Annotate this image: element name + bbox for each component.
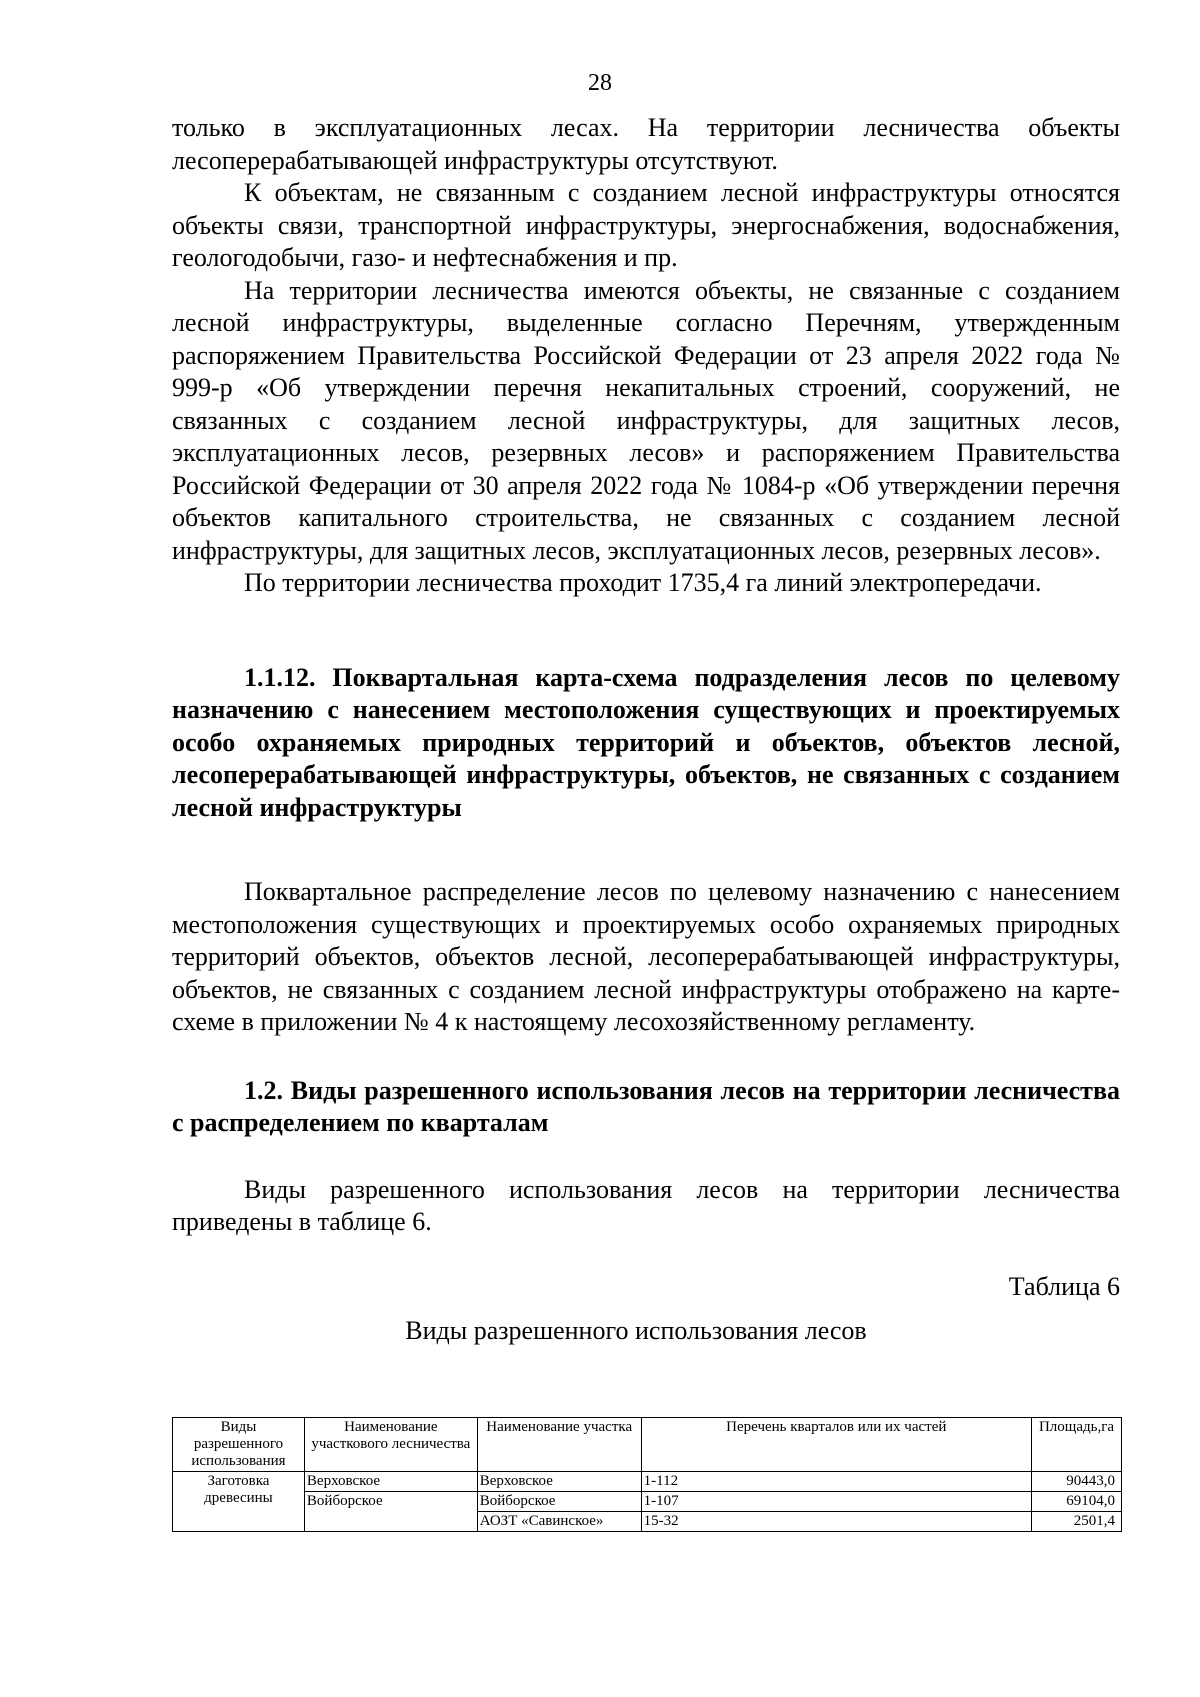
cell-site: Войборское <box>477 1492 641 1512</box>
cell-area: 90443,0 <box>1031 1472 1121 1492</box>
header-district: Наименование участкового лесничества <box>304 1418 477 1472</box>
section-heading-1-2: 1.2. Виды разрешенного использования лесов на территории лесничества с распределением по кварталам <box>172 1075 1120 1137</box>
cell-quarters: 1-112 <box>641 1472 1031 1492</box>
table-label: Таблица 6 <box>1008 1271 1120 1301</box>
cell-area: 69104,0 <box>1031 1492 1121 1512</box>
table-row <box>173 1492 1122 1512</box>
section-text-1-1-12: Поквартальное распределение лесов по целевому назначению с нанесением местоположения существующих и проектируемых особо охраняемых природных территорий объектов, объектов лесной, лесоперерабатывающей инфраструктуры, объектов, не связанных с созданием лесной инфраструктуры отображено на карте-схеме в приложении № 4 к настоящему лесохозяйственному регламенту. <box>172 877 1120 1036</box>
cell-site: АОЗТ «Савинское» <box>477 1512 641 1532</box>
paragraph-2: К объектам, не связанным с созданием лесной инфраструктуры относятся объекты связи, транспортной инфраструктуры, энергоснабжения, водоснабжения, геологодобычи, газо- и нефтеснабжения и пр. <box>172 178 1120 272</box>
paragraph-3: На территории лесничества имеются объекты, не связанные с созданием лесной инфраструктуры, выделенные согласно Перечням, утвержденным распоряжением Правительства Российской Федерации от 23 апреля 2022 года № 999-р «Об утверждении перечня некапитальных строений, сооружений, не связанных с созданием лесной инфраструктуры, для защитных лесов, эксплуатационных лесов, резервных лесов» и распоряжением Правительства Российской Федерации от 30 апреля 2022 года № 1084-р «Об утверждении перечня объектов капитального строительства, не связанных с созданием лесной инфраструктуры, для защитных лесов, эксплуатационных лесов, резервных лесов». <box>172 275 1120 565</box>
paragraph-1: только в эксплуатационных лесах. На территории лесничества объекты лесоперерабатывающей инфраструктуры отсутствуют. <box>172 113 1120 175</box>
cell-quarters: 15-32 <box>641 1512 1031 1532</box>
cell-district: Войборское <box>304 1492 477 1532</box>
cell-site: Верховское <box>477 1472 641 1492</box>
section-text-1-2: Виды разрешенного использования лесов на территории лесничества приведены в таблице 6. <box>172 1174 1120 1236</box>
paragraph-4: По территории лесничества проходит 1735,4 га линий электропередачи. <box>244 568 1042 597</box>
document-body <box>172 112 1120 1348</box>
header-site: Наименование участка <box>477 1418 641 1472</box>
cell-quarters: 1-107 <box>641 1492 1031 1512</box>
header-quarters: Перечень кварталов или их частей <box>641 1418 1031 1472</box>
table-title: Виды разрешенного использования лесов <box>405 1316 867 1345</box>
header-area: Площадь,га <box>1031 1418 1121 1472</box>
header-usage-type: Виды разрешенного использования <box>173 1418 305 1472</box>
page-number: 28 <box>588 70 612 96</box>
cell-district: Верховское <box>304 1472 477 1492</box>
table-header-row <box>173 1418 1122 1472</box>
usage-table <box>172 1417 1122 1532</box>
cell-area: 2501,4 <box>1031 1512 1121 1532</box>
table-row <box>173 1472 1122 1492</box>
cell-usage-type: Заготовка древесины <box>173 1472 305 1532</box>
section-heading-1-1-12: 1.1.12. Поквартальная карта-схема подразделения лесов по целевому назначению с нанесением местоположения существующих и проектируемых особо охраняемых природных территорий и объектов, объектов лесной, лесоперерабатывающей инфраструктуры, объектов, не связанных с созданием лесной инфраструктуры <box>172 662 1120 822</box>
